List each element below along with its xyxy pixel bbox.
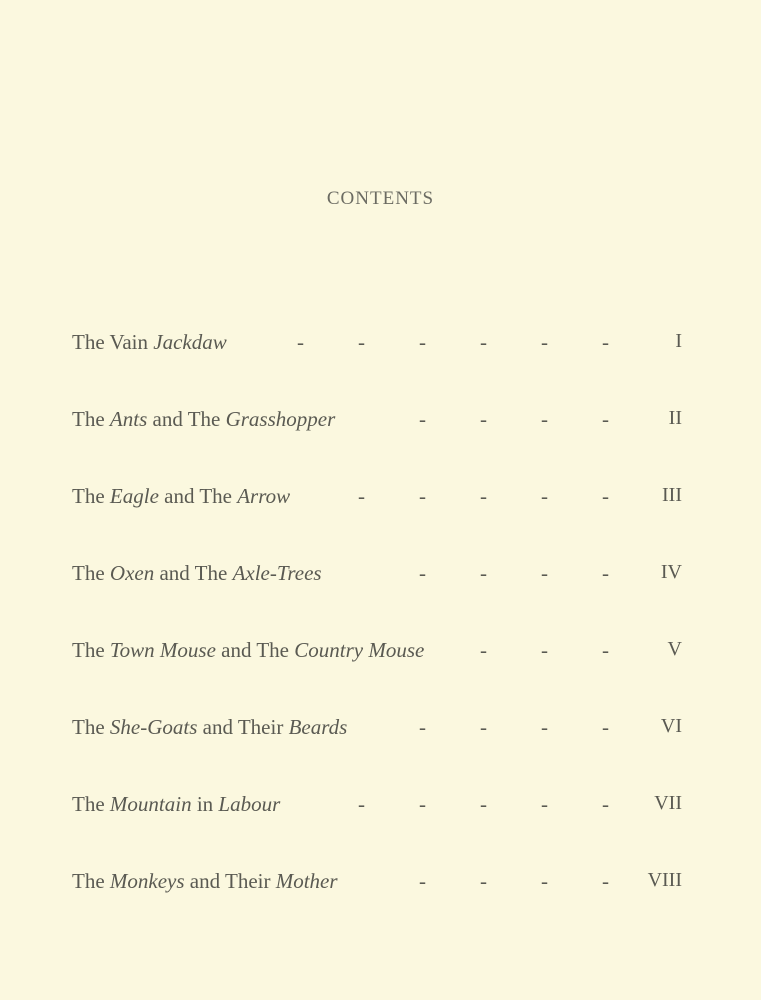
toc-entry-title-italic: Grasshopper: [225, 407, 336, 431]
toc-entry: [72, 715, 692, 792]
toc-entry-title: [72, 715, 347, 740]
toc-entry-title: [72, 561, 322, 586]
toc-leader-dashes: - - - - -: [358, 792, 609, 816]
toc-entry-title: [72, 484, 290, 509]
toc-entry-title-text: The: [72, 792, 110, 816]
toc-entry-title-italic: Oxen: [109, 561, 155, 585]
toc-entry-title-text: and The: [147, 407, 226, 431]
toc-entry-number: VII: [654, 792, 682, 814]
toc-entry-title: [72, 869, 338, 894]
toc-entry-title-italic: Town Mouse: [109, 638, 216, 662]
toc-entry-title-text: and The: [215, 638, 295, 662]
toc-entry: [72, 561, 692, 638]
toc-entry: [72, 330, 692, 407]
toc-entry-title-text: The: [72, 561, 110, 585]
toc-entry-title-text: The: [72, 715, 110, 739]
toc-entry-title-italic: Beards: [288, 715, 348, 739]
toc-entry-number: II: [668, 407, 682, 429]
toc-entry-title-italic: Mother: [275, 869, 338, 893]
toc-entry-number: III: [662, 484, 682, 506]
toc-entry-title-italic: She-Goats: [109, 715, 198, 739]
toc-entry-number: IV: [660, 561, 682, 583]
toc-entry: [72, 484, 692, 561]
toc-leader-dashes: - - - -: [419, 407, 609, 431]
toc-entry-title-italic: Axle-Trees: [232, 561, 322, 585]
toc-entry-title-text: and The: [158, 484, 238, 508]
toc-entry-title-text: The: [72, 407, 110, 431]
toc-entry-number: VI: [660, 715, 682, 737]
toc-leader-dashes: - - - - -: [358, 484, 609, 508]
toc-entry-title-italic: Monkeys: [109, 869, 185, 893]
toc-entry-title-text: and Their: [197, 715, 289, 739]
toc-entry-number: V: [667, 638, 682, 660]
toc-entry: [72, 792, 692, 869]
toc-entry: [72, 869, 692, 946]
toc-entry: [72, 638, 692, 715]
toc-entry-title-text: The Vain: [72, 330, 154, 354]
toc-entry-title-text: and The: [154, 561, 233, 585]
toc-entry-title: [72, 330, 227, 355]
toc-entry-number: I: [675, 330, 682, 352]
toc-leader-dashes: - - - - - -: [297, 330, 609, 354]
contents-list: [72, 330, 692, 946]
toc-entry-title-italic: Jackdaw: [153, 330, 227, 354]
toc-entry-title-text: and Their: [184, 869, 276, 893]
toc-leader-dashes: - - - -: [419, 869, 609, 893]
toc-entry-title: [72, 792, 280, 817]
toc-leader-dashes: - - -: [480, 638, 609, 662]
toc-entry-title-text: in: [191, 792, 219, 816]
toc-entry-title-text: The: [72, 484, 110, 508]
toc-leader-dashes: - - - -: [419, 561, 609, 585]
toc-entry: [72, 407, 692, 484]
toc-entry-title-text: The: [72, 869, 110, 893]
toc-entry-title-italic: Eagle: [109, 484, 159, 508]
toc-entry-title: [72, 407, 335, 432]
toc-entry-title-italic: Arrow: [237, 484, 291, 508]
toc-entry-title-italic: Country Mouse: [294, 638, 425, 662]
page-title: CONTENTS: [326, 188, 435, 209]
toc-entry-title-text: The: [72, 638, 110, 662]
toc-entry-title-italic: Mountain: [109, 792, 192, 816]
toc-entry-number: VIII: [647, 869, 682, 891]
toc-leader-dashes: - - - -: [419, 715, 609, 739]
toc-entry-title-italic: Ants: [109, 407, 148, 431]
toc-entry-title-italic: Labour: [218, 792, 281, 816]
toc-entry-title: [72, 638, 424, 663]
